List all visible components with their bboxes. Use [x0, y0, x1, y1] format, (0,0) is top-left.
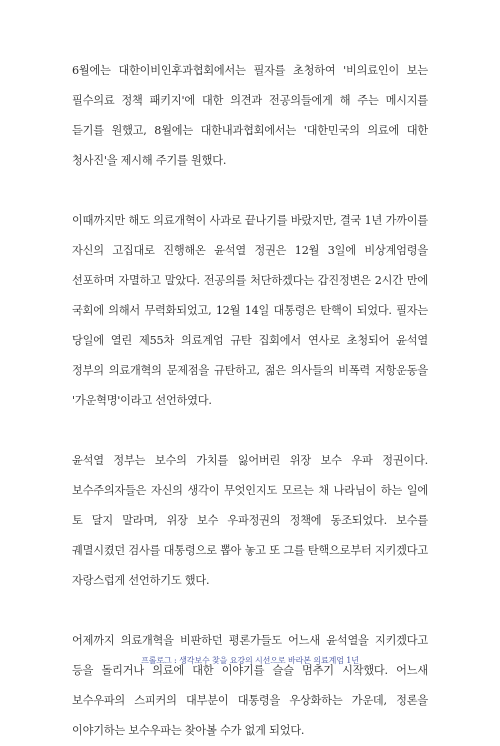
paragraph-1: 6월에는 대한이비인후과협회에서는 필자를 초청하여 '비의료인이 보는 필수의료 정책 패키지'에 대한 의견과 전공의들에게 해 주는 메시지를 듣기를 원했고, 8월에는 대한내과협회에서는 '대한민국의 의료에 대한 청사진'을 제시해 주기를 원했다.	[72, 64, 428, 167]
paragraph-2: 이때까지만 해도 의료개혁이 사과로 끝나기를 바랐지만, 결국 1년 가까이를 자신의 고집대로 진행해온 윤석열 정권은 12월 3일에 비상계엄령을 선포하며 자멸하고 말았다. 전공의를 처단하겠다는 갑진정변은 2시간 만에 국회에 의해서 무력화되었고, 12월 14일 대통령은 탄핵이 되었다. 필자는 당일에 열린 제55차 의료계엄 규탄 집회에서 연사로 초청되어 윤석열 정부의 의료개혁의 문제점을 규탄하고, 젊은 의사들의 비폭력 저항운동을 '가운혁명'이라고 선언하였다.	[72, 214, 428, 407]
body-text	[72, 56, 428, 746]
running-footer: 프롤로그 : 생각보수 찾을 요강의 시선으로 바라본 의료계엄 1년	[141, 656, 359, 665]
paragraph-3: 윤석열 정부는 보수의 가치를 잃어버린 위장 보수 우파 정권이다. 보수주의자들은 자신의 생각이 무엇인지도 모르는 채 나라님이 하는 일에 토 달지 말라며, 위장 보수 우파정권의 정책에 동조되었다. 보수를 궤멸시켰던 검사를 대통령으로 뽑아 놓고 또 그를 탄핵으로부터 지키겠다고 자랑스럽게 선언하기도 했다.	[72, 454, 428, 587]
paragraph-4: 어제까지 의료개혁을 비판하던 평론가들도 어느새 윤석열을 지키겠다고 등을 돌리거나 의료에 대한 이야기를 슬슬 멈추기 시작했다. 어느새 보수우파의 스피커의 대부분이 대통령을 우상화하는 가운데, 정론을 이야기하는 보수우파는 찾아볼 수가 없게 되었다.	[72, 634, 428, 737]
